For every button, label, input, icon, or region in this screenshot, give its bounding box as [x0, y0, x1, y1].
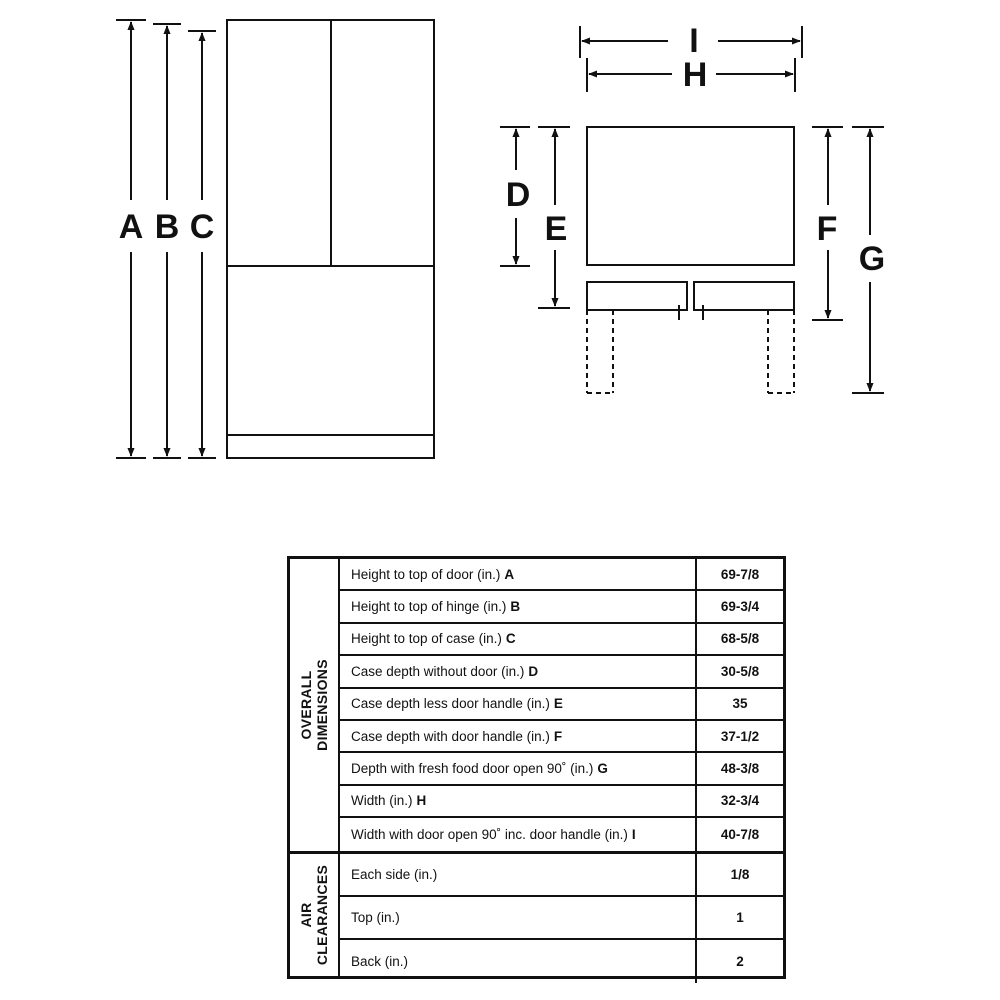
- label-i: I: [689, 22, 699, 60]
- row-label: [340, 818, 697, 850]
- row-key-letter: I: [631, 826, 636, 842]
- row-label-text: Case depth with door handle (in.): [351, 728, 550, 744]
- label-h: H: [682, 56, 708, 94]
- row-key-letter: B: [510, 599, 521, 615]
- row-key-letter: A: [504, 566, 515, 582]
- table-row: [340, 559, 783, 591]
- label-d: D: [505, 176, 531, 214]
- label-e: E: [544, 210, 568, 248]
- section-label-air-clearances: AIR CLEARANCES: [290, 854, 340, 976]
- row-label: [340, 940, 697, 983]
- row-label-text: Height to top of hinge (in.): [351, 599, 507, 615]
- label-b: B: [154, 208, 180, 246]
- row-value: 2: [736, 954, 744, 969]
- label-f: F: [816, 210, 838, 248]
- row-value: 1/8: [730, 867, 750, 882]
- refrigerator-front-view: [227, 20, 434, 458]
- row-label: [340, 786, 697, 816]
- table-row: [340, 940, 783, 983]
- row-label: [340, 624, 697, 654]
- row-label-text: Width with door open 90˚ inc. door handle (in.): [351, 826, 628, 842]
- row-value: 1: [736, 910, 744, 925]
- row-value: 68-5/8: [720, 631, 760, 647]
- row-label: [340, 854, 697, 895]
- row-key-letter: E: [553, 696, 563, 712]
- table-row: [340, 721, 783, 753]
- row-value: 69-7/8: [720, 566, 760, 582]
- row-value: 69-3/4: [720, 599, 760, 615]
- row-label: [340, 689, 697, 719]
- row-key-letter: F: [553, 728, 563, 744]
- section-label-overall-dimensions: OVERALL DIMENSIONS: [290, 559, 340, 851]
- row-label: [340, 591, 697, 621]
- row-key-letter: G: [597, 761, 608, 777]
- row-value: 37-1/2: [720, 728, 760, 744]
- row-label: [340, 656, 697, 686]
- table-row: [340, 786, 783, 818]
- row-label-text: Width (in.): [351, 793, 413, 809]
- row-value: 48-3/8: [720, 761, 760, 777]
- row-value: 35: [732, 696, 748, 712]
- row-label: [340, 721, 697, 751]
- table-row: [340, 854, 783, 897]
- table-row: [340, 689, 783, 721]
- row-label-text: Case depth without door (in.): [351, 663, 525, 679]
- table-row: [340, 656, 783, 688]
- row-value: 30-5/8: [720, 663, 760, 679]
- row-label-text: Top (in.): [351, 910, 400, 925]
- dimensions-table: [287, 556, 786, 979]
- overall-dimensions-section: [290, 559, 783, 854]
- row-label-text: Height to top of door (in.): [351, 566, 501, 582]
- row-label-text: Each side (in.): [351, 867, 438, 882]
- row-label-text: Back (in.): [351, 954, 409, 969]
- row-label-text: Case depth less door handle (in.): [351, 696, 550, 712]
- row-key-letter: C: [505, 631, 516, 647]
- row-label: [340, 753, 697, 783]
- row-label: [340, 897, 697, 938]
- table-row: [340, 753, 783, 785]
- air-clearances-section: [290, 854, 783, 976]
- row-value: 32-3/4: [720, 793, 760, 809]
- label-g: G: [858, 240, 886, 278]
- row-label-text: Depth with fresh food door open 90˚ (in.): [351, 761, 594, 777]
- table-row: [340, 818, 783, 850]
- table-row: [340, 591, 783, 623]
- row-value: 40-7/8: [720, 826, 760, 842]
- refrigerator-top-view: [587, 127, 794, 393]
- row-key-letter: H: [416, 793, 427, 809]
- label-c: C: [189, 208, 215, 246]
- table-row: [340, 624, 783, 656]
- row-key-letter: D: [528, 663, 539, 679]
- label-a: A: [118, 208, 144, 246]
- row-label: [340, 559, 697, 589]
- table-row: [340, 897, 783, 940]
- row-label-text: Height to top of case (in.): [351, 631, 502, 647]
